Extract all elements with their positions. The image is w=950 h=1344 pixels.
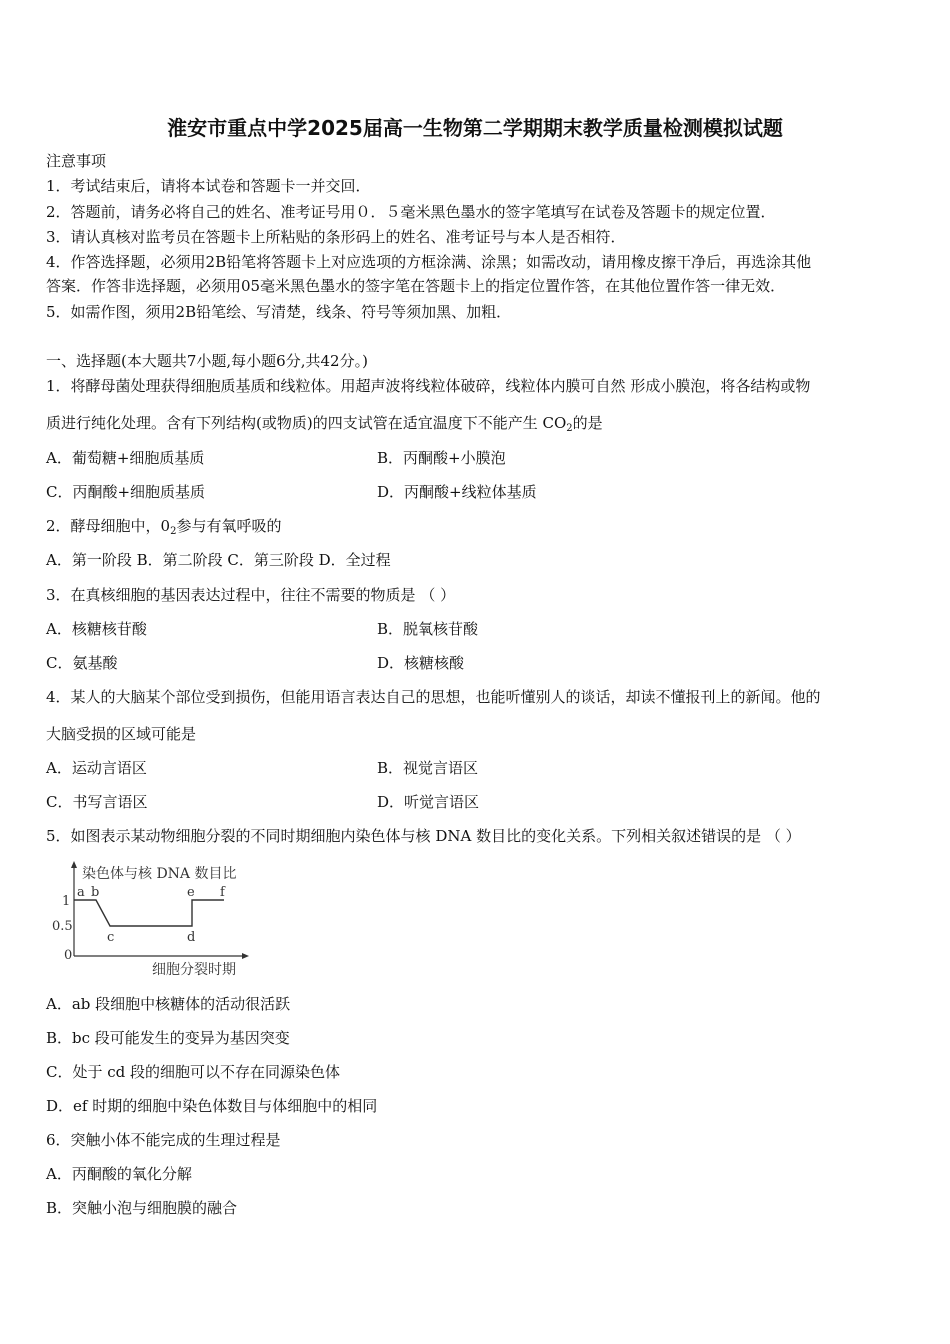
q3-option-c: C．氨基酸 [46, 654, 118, 672]
q6-option-a: A．丙酮酸的氧化分解 [46, 1165, 192, 1183]
notice-item-5: 5．如需作图，须用2B铅笔绘、写清楚，线条、符号等须加黑、加粗． [46, 303, 512, 321]
q1-stem-line1: 1．将酵母菌处理获得细胞质基质和线粒体。用超声波将线粒体破碎，线粒体内膜可自然 形成小膜泡，将各结构或物 [46, 377, 811, 395]
q5-option-a: A．ab 段细胞中核糖体的活动很活跃 [46, 995, 291, 1013]
point-e: e [187, 885, 195, 900]
q2-options: A．第一阶段 B．第二阶段 C．第三阶段 D．全过程 [46, 551, 391, 569]
tick-1: 1 [62, 894, 71, 909]
section-heading: 一、选择题(本大题共7小题,每小题6分,共42分。) [46, 352, 368, 370]
q5-stem: 5．如图表示某动物细胞分裂的不同时期细胞内染色体与核 DNA 数目比的变化关系。下列相关叙述错误的是 （ ） [46, 827, 801, 845]
ratio-curve [74, 900, 224, 926]
q2-stem: 2．酵母细胞中，$0_2$参与有氧呼吸的 [46, 517, 282, 537]
q5-option-b: B．bc 段可能发生的变异为基因突变 [46, 1029, 290, 1047]
q6-stem: 6．突触小体不能完成的生理过程是 [46, 1131, 281, 1149]
q1-stem-line2: 质进行纯化处理。含有下列结构(或物质)的四支试管在适宜温度下不能产生 $CO_2$的是 [46, 414, 603, 434]
notice-item-1: 1．考试结束后，请将本试卷和答题卡一并交回． [46, 177, 371, 195]
point-b: b [91, 885, 100, 900]
q1-option-c: C．丙酮酸+细胞质基质 [46, 483, 206, 501]
q3-option-a: A．核糖核苷酸 [46, 620, 147, 638]
q4-option-d: D．听觉言语区 [377, 793, 480, 811]
q4-option-b: B．视觉言语区 [377, 759, 479, 777]
point-f: f [220, 885, 225, 900]
q4-option-c: C．书写言语区 [46, 793, 148, 811]
notice-item-4: 4．作答选择题，必须用2B铅笔将答题卡上对应选项的方框涂满、涂黑；如需改动，请用橡皮擦干净后，再选涂其他 [46, 253, 812, 271]
q1-option-a: A．葡萄糖+细胞质基质 [46, 449, 205, 467]
notice-heading: 注意事项 [46, 152, 107, 170]
tick-05: 0.5 [52, 919, 73, 934]
q3-option-d: D．核糖核酸 [377, 654, 465, 672]
q5-chromosome-dna-ratio-graph [46, 858, 276, 983]
point-c: c [107, 930, 115, 945]
y-axis-arrow [71, 861, 77, 868]
page-title: 淮安市重点中学2025届高一生物第二学期期末教学质量检测模拟试题 [167, 116, 783, 140]
notice-item-2: 2．答题前，请务必将自己的姓名、准考证号用０．５毫米黑色墨水的签字笔填写在试卷及答题卡的规定位置． [46, 203, 776, 221]
q5-option-c: C．处于 cd 段的细胞可以不存在同源染色体 [46, 1063, 341, 1081]
q4-stem-line2: 大脑受损的区域可能是 [46, 725, 197, 743]
point-a: a [77, 885, 85, 900]
point-d: d [187, 930, 196, 945]
notice-item-4-cont: 答案．作答非选择题，必须用05毫米黑色墨水的签字笔在答题卡上的指定位置作答，在其他位置作答一律无效． [46, 277, 786, 295]
q1-option-b: B．丙酮酸+小膜泡 [377, 449, 506, 467]
q4-option-a: A．运动言语区 [46, 759, 147, 777]
q6-option-b: B．突触小泡与细胞膜的融合 [46, 1199, 238, 1217]
tick-0: 0 [64, 948, 73, 963]
graph-ylabel: 染色体与核 DNA 数目比 [82, 866, 237, 882]
graph-xlabel: 细胞分裂时期 [152, 962, 236, 978]
notice-item-3: 3．请认真核对监考员在答题卡上所粘贴的条形码上的姓名、准考证号与本人是否相符． [46, 228, 626, 246]
q3-option-b: B．脱氧核苷酸 [377, 620, 479, 638]
q5-option-d: D．ef 时期的细胞中染色体数目与体细胞中的相同 [46, 1097, 378, 1115]
q3-stem: 3．在真核细胞的基因表达过程中，往往不需要的物质是 （ ） [46, 586, 456, 604]
q1-option-d: D．丙酮酸+线粒体基质 [377, 483, 537, 501]
x-axis-arrow [242, 953, 249, 959]
q4-stem-line1: 4．某人的大脑某个部位受到损伤，但能用语言表达自己的思想，也能听懂别人的谈话，却读不懂报刊上的新闻。他的 [46, 688, 821, 706]
